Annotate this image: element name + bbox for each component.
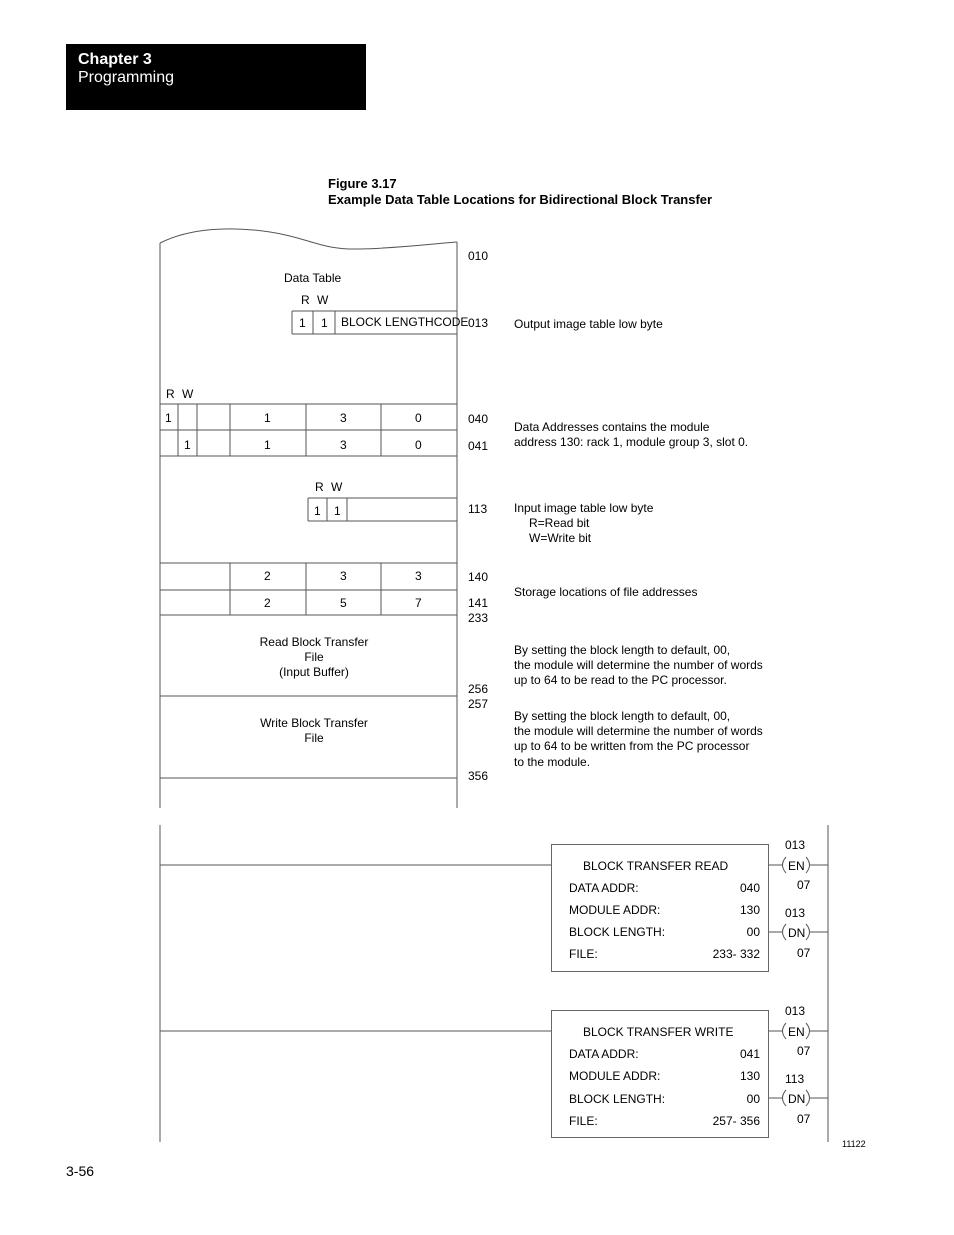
cell-140-1: 3: [340, 569, 347, 583]
block-transfer-read-box: [551, 844, 769, 972]
data-table-title: Data Table: [284, 271, 342, 285]
addr-257: 257: [468, 697, 489, 711]
write-file-line-1: Write Block Transfer: [260, 716, 368, 730]
cell-041-0: 1: [184, 438, 191, 452]
btr-dn-bit: 07: [797, 946, 811, 960]
read-file-line-2: File: [304, 650, 324, 664]
cell-141-0: 2: [264, 596, 271, 610]
btr-en-addr: 013: [785, 838, 806, 852]
note-read-line-3: up to 64 to be read to the PC processor.: [514, 673, 727, 687]
cell-040-0: 1: [165, 411, 172, 425]
btw-en-coil: EN: [788, 1025, 805, 1039]
addr-041: 041: [468, 439, 489, 453]
btw-dn-addr: 113: [785, 1072, 805, 1086]
addr-113: 113: [468, 502, 488, 516]
addr-233: 233: [468, 611, 489, 625]
read-file-line-1: Read Block Transfer: [259, 635, 369, 649]
page-number: 3-56: [66, 1163, 95, 1179]
block-length-code: BLOCK LENGTHCODE: [341, 315, 469, 329]
btw-en-bit: 07: [797, 1044, 811, 1058]
btw-en-addr: 013: [785, 1004, 806, 1018]
addr-010: 010: [468, 249, 489, 263]
section-label: Programming: [78, 69, 175, 86]
cell-141-1: 5: [340, 596, 347, 610]
cell-141-2: 7: [415, 596, 422, 610]
note-write-line-2: the module will determine the number of words: [514, 724, 763, 738]
btw-file-value: 257- 356: [712, 1114, 760, 1128]
note-write-line-4: to the module.: [514, 755, 591, 769]
btr-title: BLOCK TRANSFER READ: [583, 859, 729, 873]
figure-number: Figure 3.17: [328, 176, 397, 191]
btw-title: BLOCK TRANSFER WRITE: [583, 1025, 734, 1039]
note-write-line-3: up to 64 to be written from the PC processor: [514, 739, 750, 753]
addr-141: 141: [468, 596, 489, 610]
btw-module-addr-label: MODULE ADDR:: [569, 1069, 661, 1083]
cell-113-r: 1: [314, 504, 321, 518]
rw-013-w: W: [317, 293, 329, 307]
note-write-line-1: By setting the block length to default, 00,: [514, 709, 731, 723]
btw-data-addr-value: 041: [739, 1047, 760, 1061]
btr-block-length-label: BLOCK LENGTH:: [569, 925, 666, 939]
addr-040: 040: [468, 412, 489, 426]
cell-041-3: 0: [415, 438, 422, 452]
read-file-line-3: (Input Buffer): [279, 665, 349, 679]
cell-040-3: 0: [415, 411, 422, 425]
btr-data-addr-value: 040: [739, 881, 760, 895]
note-040-line-2: address 130: rack 1, module group 3, slot 0.: [514, 435, 749, 449]
cell-140-2: 3: [415, 569, 422, 583]
btr-block-length-value: 00: [746, 925, 760, 939]
note-113-line-2: R=Read bit: [529, 516, 590, 530]
btr-file-value: 233- 332: [712, 947, 760, 961]
addr-256: 256: [468, 682, 489, 696]
cell-013-r: 1: [299, 316, 306, 330]
btw-data-addr-label: DATA ADDR:: [569, 1047, 639, 1061]
note-113-line-3: W=Write bit: [529, 531, 592, 545]
cell-013-w: 1: [321, 316, 328, 330]
btr-en-coil: EN: [788, 859, 805, 873]
btr-module-addr-value: 130: [739, 903, 760, 917]
btr-en-bit: 07: [797, 878, 811, 892]
addr-140: 140: [468, 570, 489, 584]
rw-013-r: R: [301, 293, 310, 307]
rw-113-w: W: [331, 480, 343, 494]
btr-data-addr-label: DATA ADDR:: [569, 881, 639, 895]
btr-dn-addr: 013: [785, 906, 806, 920]
btr-file-label: FILE:: [569, 947, 598, 961]
cell-140-0: 2: [264, 569, 271, 583]
addr-013: 013: [468, 316, 489, 330]
note-read-line-2: the module will determine the number of words: [514, 658, 763, 672]
cell-040-2: 3: [340, 411, 347, 425]
write-file-line-2: File: [304, 731, 324, 745]
btr-dn-coil: DN: [788, 926, 806, 940]
btw-module-addr-value: 130: [739, 1069, 760, 1083]
figure-title: Example Data Table Locations for Bidirectional Block Transfer: [328, 192, 713, 207]
btw-file-label: FILE:: [569, 1114, 598, 1128]
btw-block-length-label: BLOCK LENGTH:: [569, 1092, 666, 1106]
rw-040-r: R: [166, 387, 175, 401]
addr-356: 356: [468, 769, 489, 783]
block-transfer-write-box: [551, 1010, 769, 1138]
rw-040-w: W: [182, 387, 194, 401]
cell-113-w: 1: [334, 504, 341, 518]
note-140: Storage locations of file addresses: [514, 585, 698, 599]
cell-040-1: 1: [264, 411, 271, 425]
btw-dn-coil: DN: [788, 1092, 806, 1106]
chapter-label: Chapter 3: [78, 51, 152, 68]
note-113-line-1: Input image table low byte: [514, 501, 654, 515]
btw-block-length-value: 00: [746, 1092, 760, 1106]
cell-041-2: 3: [340, 438, 347, 452]
btw-dn-bit: 07: [797, 1112, 811, 1126]
cell-041-1: 1: [264, 438, 271, 452]
note-013: Output image table low byte: [514, 317, 663, 331]
figure-id: 11122: [842, 1139, 866, 1149]
note-read-line-1: By setting the block length to default, 00,: [514, 643, 731, 657]
rw-113-r: R: [315, 480, 324, 494]
note-040-line-1: Data Addresses contains the module: [514, 420, 710, 434]
btr-module-addr-label: MODULE ADDR:: [569, 903, 661, 917]
